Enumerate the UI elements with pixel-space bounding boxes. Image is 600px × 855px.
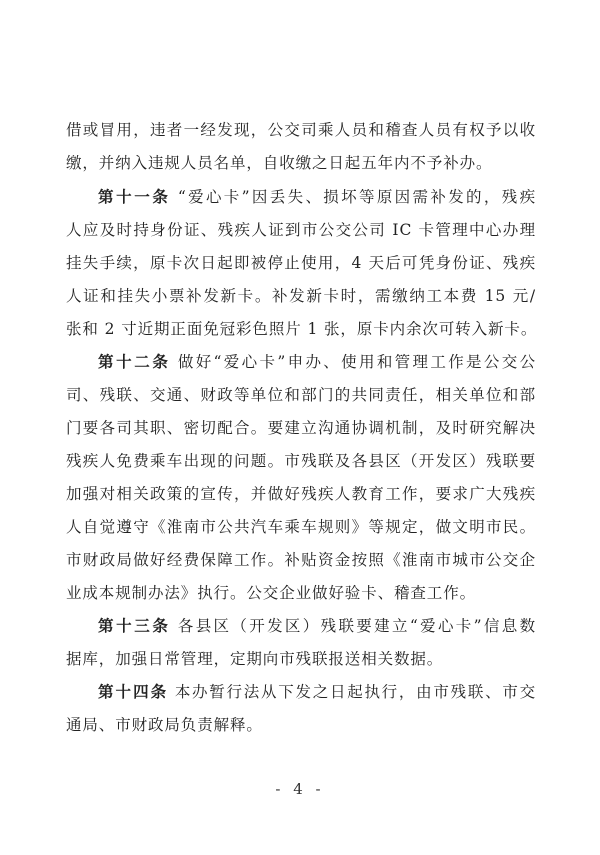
text-line: 门要各司其职、密切配合。要建立沟通协调机制，及时研究解决: [66, 419, 536, 437]
paragraph-article-14: [66, 675, 536, 742]
article-heading: 第十一条: [98, 187, 171, 206]
text-line: 业成本规制办法》执行。公交企业做好验卡、稽查工作。: [66, 584, 477, 602]
text-line: 人自觉遵守《淮南市公共汽车乘车规则》等规定，做文明市民。: [66, 518, 536, 536]
paragraph-article-13: [66, 609, 536, 676]
text-line: 通局、市财政局负责解释。: [66, 716, 263, 734]
text-line: 加强对相关政策的宣传，并做好残疾人教育工作，要求广大残疾: [66, 485, 536, 503]
text-line: 做好“爱心卡”申办、使用和管理工作是公交公: [170, 353, 536, 371]
paragraph-continuation: [66, 114, 536, 180]
article-heading: 第十二条: [98, 352, 171, 371]
article-heading: 第十四条: [98, 682, 169, 701]
text-line: 据库，加强日常管理，定期向市残联报送相关数据。: [66, 650, 444, 668]
text-line: 各县区（开发区）残联要建立“爱心卡”信息数: [170, 617, 536, 635]
text-line: 市财政局做好经费保障工作。补贴资金按照《淮南市城市公交企: [66, 551, 536, 569]
text-line: 借或冒用，违者一经发现，公交司乘人员和稽查人员有权予以收: [66, 121, 536, 139]
article-heading: 第十三条: [98, 616, 171, 635]
text-line: “爱心卡”因丢失、损坏等原因需补发的，残疾: [170, 188, 536, 206]
paragraph-article-11: [66, 180, 536, 346]
text-line: 挂失手续，原卡次日起即被停止使用，4 天后可凭身份证、残疾: [66, 254, 536, 272]
page-number: - 4 -: [275, 780, 325, 798]
paragraph-article-12: [66, 345, 536, 610]
text-line: 司、残联、交通、财政等单位和部门的共同责任，相关单位和部: [66, 386, 536, 404]
text-line: 人应及时持身份证、残疾人证到市公交公司 IC 卡管理中心办理: [66, 221, 536, 239]
text-line: 张和 2 寸近期正面免冠彩色照片 1 张，原卡内余次可转入新卡。: [66, 320, 538, 338]
text-line: 缴，并纳入违规人员名单，自收缴之日起五年内不予补办。: [66, 154, 493, 172]
text-line: 残疾人免费乘车出现的问题。市残联及各县区（开发区）残联要: [66, 452, 536, 470]
text-line: 人证和挂失小票补发新卡。补发新卡时，需缴纳工本费 15 元/: [66, 287, 536, 305]
text-line: 本办暂行法从下发之日起执行，由市残联、市交: [168, 683, 536, 701]
